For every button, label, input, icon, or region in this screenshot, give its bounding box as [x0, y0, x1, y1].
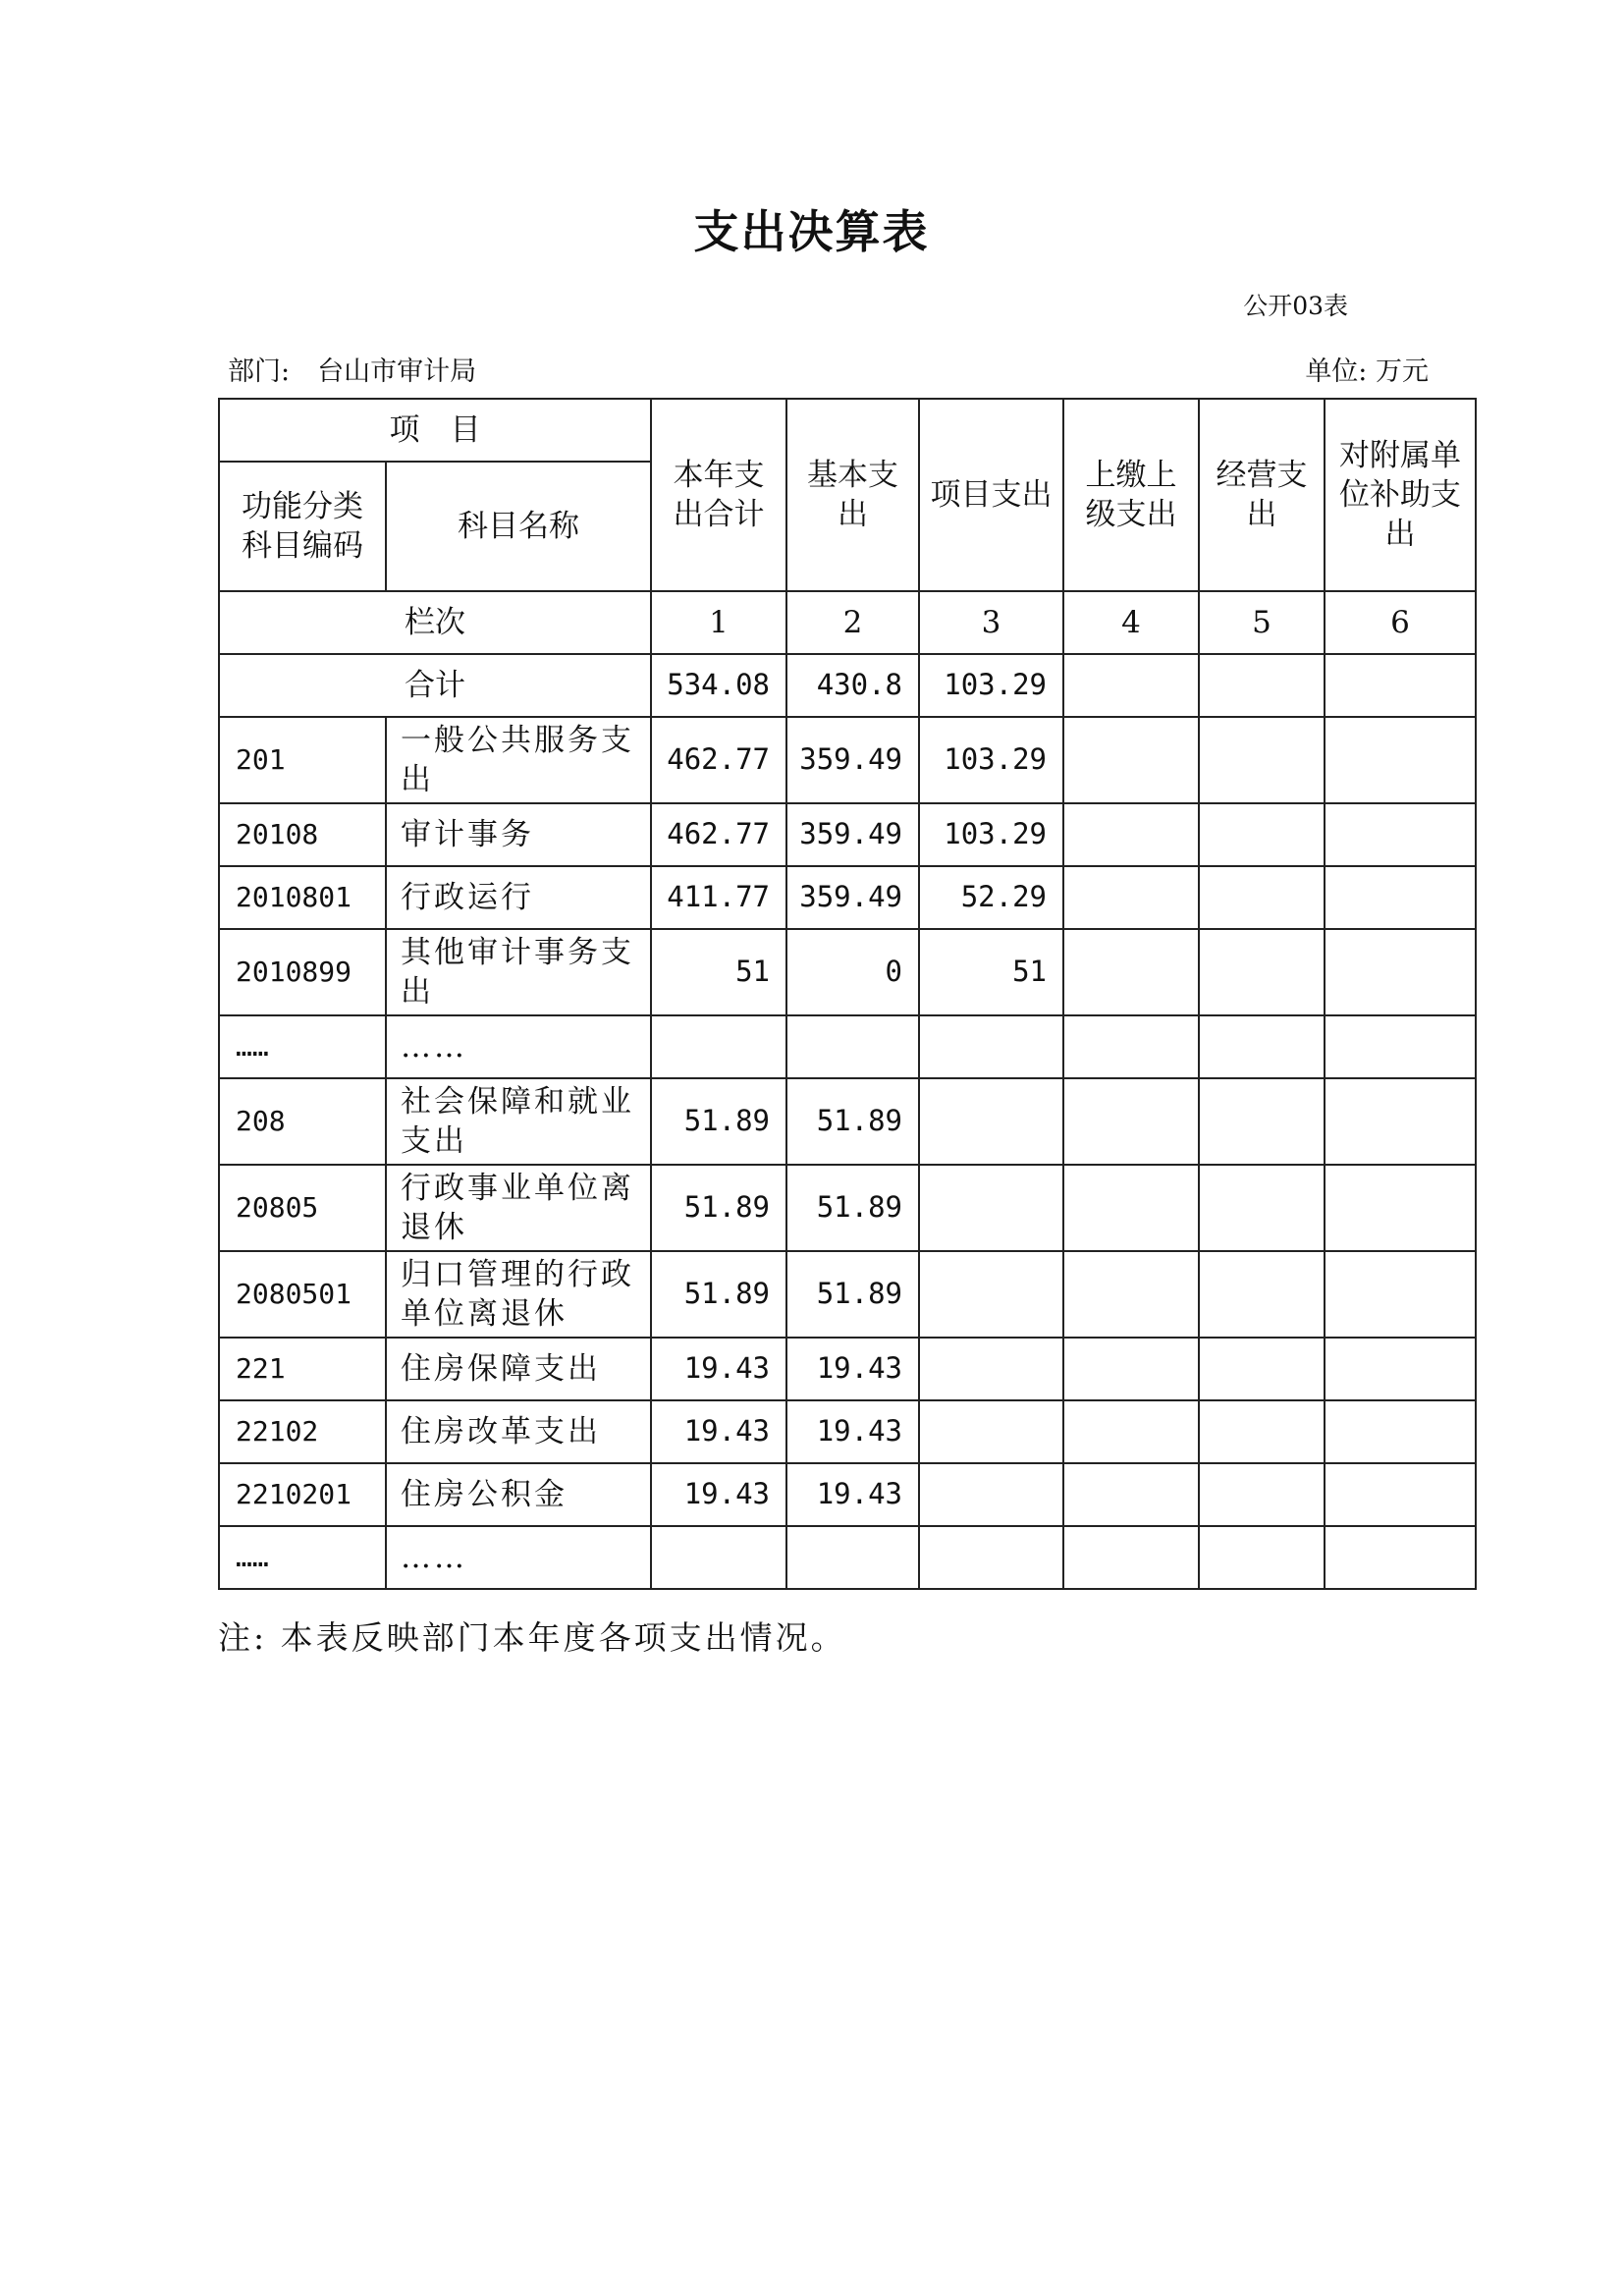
department-name: 台山市审计局 [317, 356, 477, 387]
table-row [219, 1400, 1476, 1463]
amount-cell: 19.43 [786, 1400, 919, 1463]
amount-cell [1199, 929, 1325, 1015]
amount-cell [919, 1251, 1063, 1338]
column-index-6: 6 [1325, 591, 1476, 654]
amount-cell [786, 1015, 919, 1078]
amount-cell: 51.89 [786, 1078, 919, 1165]
amount-cell [1199, 866, 1325, 929]
page-title: 支出决算表 [693, 205, 930, 258]
header-func-code: 功能分类科目编码 [219, 462, 386, 591]
amount-cell: 359.49 [786, 717, 919, 803]
amount-cell: 51.89 [651, 1251, 786, 1338]
amount-cell [1199, 1338, 1325, 1400]
amount-cell [1325, 803, 1476, 866]
amount-cell [1199, 1463, 1325, 1526]
table-row [219, 1463, 1476, 1526]
column-index-label: 栏次 [219, 591, 651, 654]
subject-name-cell: 其他审计事务支出 [386, 929, 651, 1015]
table-row [219, 1251, 1476, 1338]
amount-cell [1063, 1338, 1199, 1400]
column-index-3: 3 [919, 591, 1063, 654]
amount-cell [1063, 1526, 1199, 1589]
amount-cell [1199, 1400, 1325, 1463]
amount-cell [1063, 803, 1199, 866]
amount-cell: 19.43 [786, 1463, 919, 1526]
subject-name-cell: 住房公积金 [386, 1463, 651, 1526]
amount-cell [1063, 1015, 1199, 1078]
amount-cell [1325, 1400, 1476, 1463]
amount-cell [1325, 1015, 1476, 1078]
table-row [219, 1078, 1476, 1165]
table-row [219, 1338, 1476, 1400]
subject-code-cell: 2010801 [219, 866, 386, 929]
amount-cell [786, 1526, 919, 1589]
amount-cell [1199, 717, 1325, 803]
amount-cell [919, 1015, 1063, 1078]
total-row-value [1325, 654, 1476, 717]
amount-cell [919, 1165, 1063, 1251]
table-row [219, 929, 1476, 1015]
total-row-value: 430.8 [786, 654, 919, 717]
subject-name-cell: 审计事务 [386, 803, 651, 866]
amount-cell [1325, 717, 1476, 803]
amount-cell [1199, 1251, 1325, 1338]
amount-cell: 462.77 [651, 803, 786, 866]
amount-cell [919, 1526, 1063, 1589]
column-index-4: 4 [1063, 591, 1199, 654]
amount-cell [651, 1526, 786, 1589]
total-row-value [1199, 654, 1325, 717]
subject-name-cell: 一般公共服务支出 [386, 717, 651, 803]
amount-cell [1063, 1078, 1199, 1165]
subject-code-cell: 22102 [219, 1400, 386, 1463]
amount-cell [1063, 1463, 1199, 1526]
column-index-2: 2 [786, 591, 919, 654]
amount-cell: 51.89 [786, 1165, 919, 1251]
amount-cell [1199, 1078, 1325, 1165]
amount-cell: 51.89 [651, 1078, 786, 1165]
amount-cell: 19.43 [651, 1463, 786, 1526]
amount-cell: 411.77 [651, 866, 786, 929]
column-index-5: 5 [1199, 591, 1325, 654]
amount-cell: 103.29 [919, 717, 1063, 803]
amount-cell: 51 [651, 929, 786, 1015]
header-upper: 上缴上级支出 [1063, 399, 1199, 591]
header-subject-name: 科目名称 [386, 462, 651, 591]
amount-cell [1063, 1165, 1199, 1251]
subject-name-cell: 住房保障支出 [386, 1338, 651, 1400]
amount-cell: 359.49 [786, 803, 919, 866]
subject-code-cell: 2010899 [219, 929, 386, 1015]
unit-label: 单位: 万元 [1305, 356, 1429, 387]
header-total: 本年支出合计 [651, 399, 786, 591]
total-row-value: 534.08 [651, 654, 786, 717]
amount-cell [1063, 717, 1199, 803]
subject-code-cell: 208 [219, 1078, 386, 1165]
amount-cell [1325, 1463, 1476, 1526]
amount-cell: 462.77 [651, 717, 786, 803]
table-note: 注: 本表反映部门本年度各项支出情况。 [218, 1618, 846, 1657]
amount-cell [1325, 866, 1476, 929]
amount-cell: 51 [919, 929, 1063, 1015]
amount-cell: 51.89 [786, 1251, 919, 1338]
amount-cell [1063, 1400, 1199, 1463]
column-index-1: 1 [651, 591, 786, 654]
amount-cell: 19.43 [786, 1338, 919, 1400]
subject-name-cell: …… [386, 1526, 651, 1589]
amount-cell: 19.43 [651, 1338, 786, 1400]
subject-code-cell: 20805 [219, 1165, 386, 1251]
subject-name-cell: 行政运行 [386, 866, 651, 929]
form-number: 公开03表 [1243, 292, 1348, 320]
department-label: 部门: [228, 356, 291, 387]
subject-name-cell: 社会保障和就业支出 [386, 1078, 651, 1165]
amount-cell [1199, 1526, 1325, 1589]
amount-cell [1063, 929, 1199, 1015]
header-subsidiary: 对附属单位补助支出 [1325, 399, 1476, 591]
table-row [219, 803, 1476, 866]
table-row [219, 866, 1476, 929]
amount-cell [1325, 1338, 1476, 1400]
subject-code-cell: 2080501 [219, 1251, 386, 1338]
header-project: 项目支出 [919, 399, 1063, 591]
amount-cell: 51.89 [651, 1165, 786, 1251]
header-item: 项 目 [219, 399, 651, 462]
subject-code-cell: …… [219, 1015, 386, 1078]
amount-cell [1325, 1251, 1476, 1338]
header-business: 经营支出 [1199, 399, 1325, 591]
amount-cell: 52.29 [919, 866, 1063, 929]
subject-code-cell: 2210201 [219, 1463, 386, 1526]
amount-cell [1325, 1078, 1476, 1165]
amount-cell [919, 1400, 1063, 1463]
subject-code-cell: 221 [219, 1338, 386, 1400]
subject-code-cell: …… [219, 1526, 386, 1589]
amount-cell [1325, 929, 1476, 1015]
total-row-value: 103.29 [919, 654, 1063, 717]
amount-cell [1199, 803, 1325, 866]
table-row [219, 717, 1476, 803]
amount-cell [1063, 866, 1199, 929]
amount-cell [1199, 1165, 1325, 1251]
amount-cell [1325, 1526, 1476, 1589]
amount-cell: 359.49 [786, 866, 919, 929]
table-row [219, 1526, 1476, 1589]
table-row [219, 1165, 1476, 1251]
amount-cell [651, 1015, 786, 1078]
amount-cell: 0 [786, 929, 919, 1015]
subject-code-cell: 20108 [219, 803, 386, 866]
subject-code-cell: 201 [219, 717, 386, 803]
total-row-label: 合计 [219, 654, 651, 717]
amount-cell [1199, 1015, 1325, 1078]
subject-name-cell: 住房改革支出 [386, 1400, 651, 1463]
amount-cell [919, 1338, 1063, 1400]
amount-cell [919, 1463, 1063, 1526]
amount-cell [1325, 1165, 1476, 1251]
header-basic: 基本支出 [786, 399, 919, 591]
amount-cell [919, 1078, 1063, 1165]
amount-cell: 19.43 [651, 1400, 786, 1463]
amount-cell: 103.29 [919, 803, 1063, 866]
subject-name-cell: 行政事业单位离退休 [386, 1165, 651, 1251]
amount-cell [1063, 1251, 1199, 1338]
subject-name-cell: …… [386, 1015, 651, 1078]
subject-name-cell: 归口管理的行政单位离退休 [386, 1251, 651, 1338]
total-row-value [1063, 654, 1199, 717]
table-row [219, 1015, 1476, 1078]
department-line [228, 350, 476, 388]
expenditure-table [218, 398, 1477, 1590]
